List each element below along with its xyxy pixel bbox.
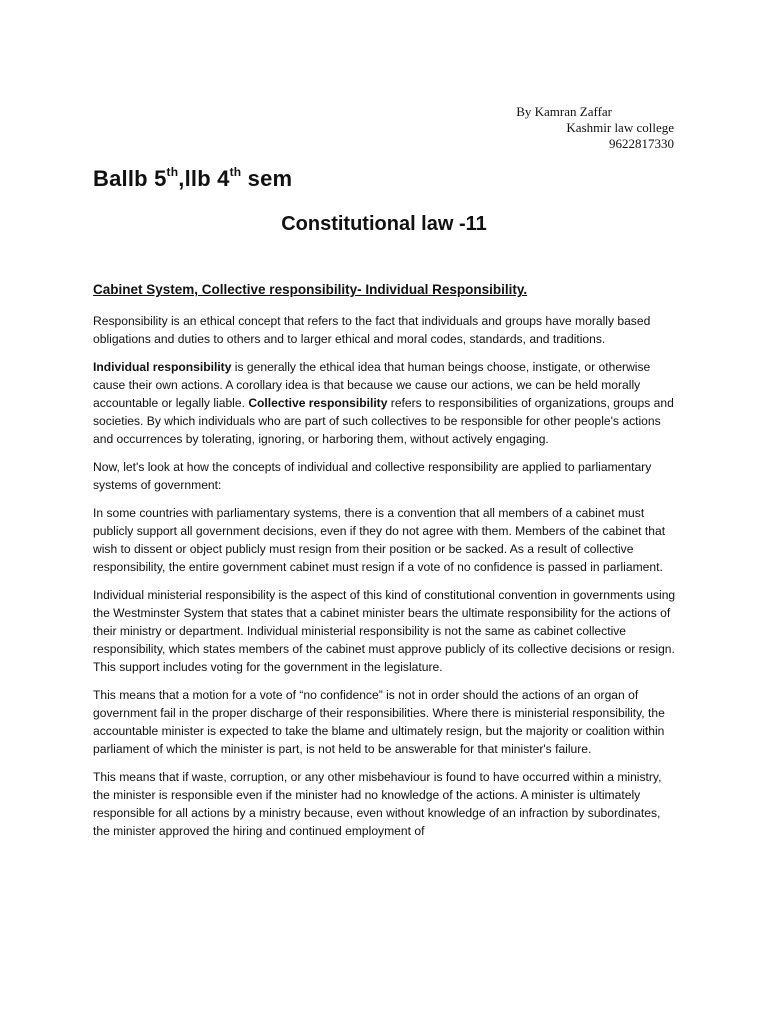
author-phone: 9622817330 <box>609 136 674 151</box>
author-name: By Kamran Zaffar <box>516 104 612 119</box>
course-heading-sup1: th <box>166 164 179 179</box>
paragraph-5: Individual ministerial responsibility is the aspect of this kind of constitutional convention in governments using the Westminster System that states that a cabinet minister bears the ultimate responsibility for the actions of their ministry or department. Individual ministerial responsibility is not the same as cabinet collective responsibility, which states members of the cabinet must approve publicly of its collective decisions or resign. This support includes voting for the government in the legislature. <box>93 588 676 674</box>
paragraph-2 <box>93 358 677 448</box>
author-college: Kashmir law college <box>566 120 674 135</box>
paragraph-2-text-2: refers to responsibilities of organizations, groups and societies. By which individuals who are part of such collectives to be responsible for other people's actions and occurrences by tolerating, ignoring, or harboring them, without actively engaging. <box>93 396 674 446</box>
document-body <box>93 312 677 850</box>
subject-title: Constitutional law -11 <box>281 213 487 235</box>
paragraph-3: Now, let's look at how the concepts of individual and collective responsibility are applied to parliamentary systems of government: <box>93 460 652 492</box>
course-heading-part2: ,llb 4 <box>178 166 230 191</box>
paragraph-4: In some countries with parliamentary systems, there is a convention that all members of a cabinet must publicly support all government decisions, even if they do not agree with them. Members of the cabinet that wish to dissent or object publicly must resign from their position or be sacked. As a result of collective responsibility, the entire government cabinet must resign if a vote of no confidence is passed in parliament. <box>93 506 666 574</box>
author-block <box>516 104 674 152</box>
bold-term-collective: Collective responsibility <box>248 396 388 410</box>
section-title: Cabinet System, Collective responsibility- Individual Responsibility. <box>93 282 528 297</box>
course-heading <box>93 166 292 192</box>
paragraph-7: This means that if waste, corruption, or any other misbehaviour is found to have occurred within a ministry, the minister is responsible even if the minister had no knowledge of the actions. A minister is ultimately responsible for all actions by a ministry because, even without knowledge of an infraction by subordinates, the minister approved the hiring and continued employment of <box>93 770 662 838</box>
course-heading-part1: Ballb 5 <box>93 166 167 191</box>
paragraph-2-text-1: is generally the ethical idea that human beings choose, instigate, or otherwise cause their own actions. A corollary idea is that because we cause our actions, we can be held morally accountable or legally liable. <box>93 360 651 410</box>
paragraph-1: Responsibility is an ethical concept that refers to the fact that individuals and groups have morally based obligations and duties to others and to larger ethical and moral codes, standards, and traditions. <box>93 314 651 346</box>
course-heading-sup2: th <box>229 164 242 179</box>
course-heading-part3: sem <box>241 166 293 191</box>
bold-term-individual: Individual responsibility <box>93 360 232 374</box>
paragraph-6: This means that a motion for a vote of “no confidence” is not in order should the actions of an organ of government fail in the proper discharge of their responsibilities. Where there is ministerial responsibility, the accountable minister is expected to take the blame and ultimately resign, but the majority or coalition within parliament of which the minister is part, is not held to be answerable for that minister's failure. <box>93 688 665 756</box>
